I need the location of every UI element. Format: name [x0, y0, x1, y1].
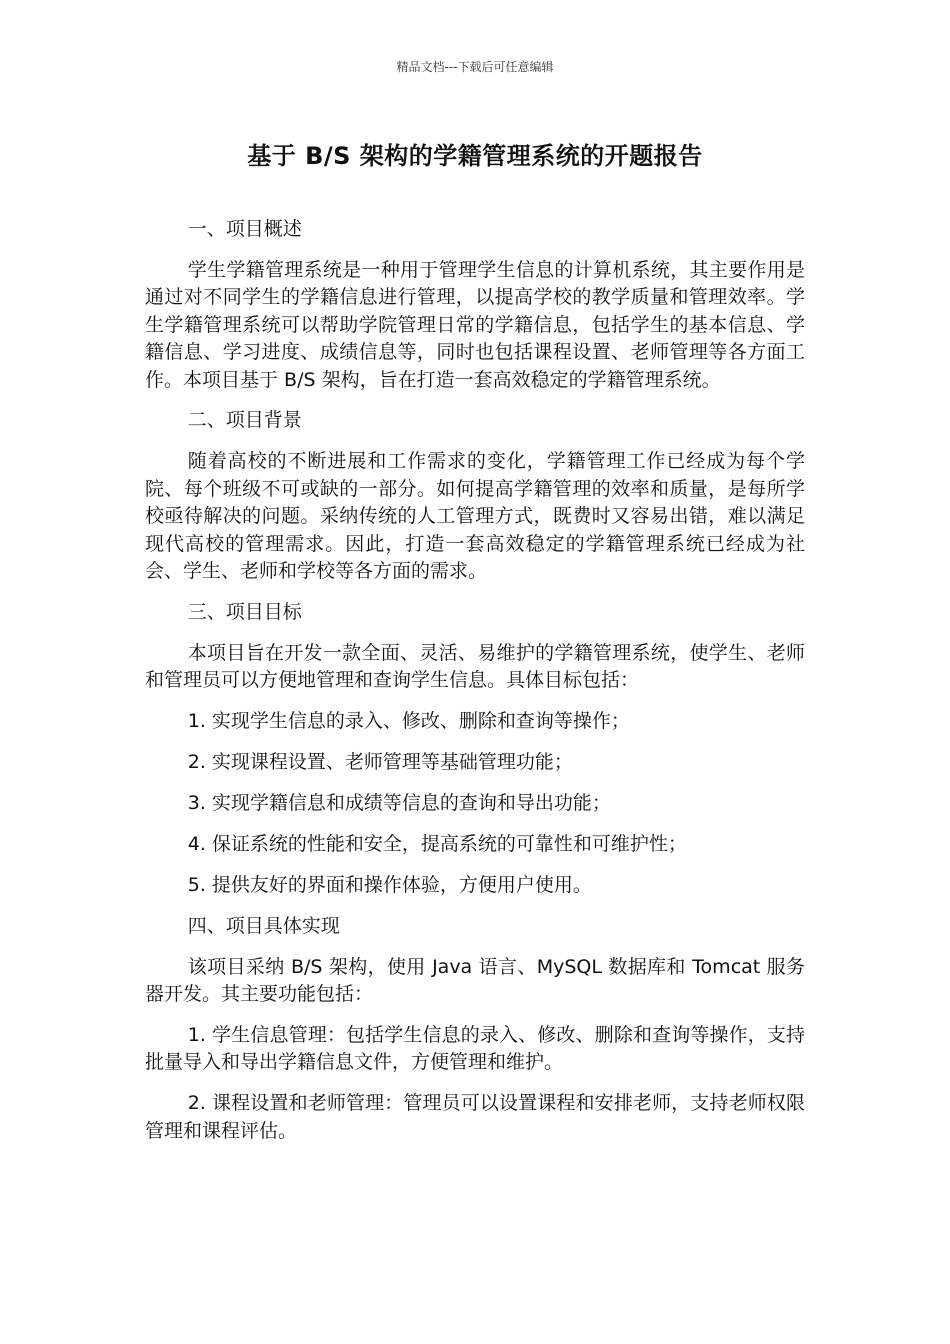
- document-title: 基于 B/S 架构的学籍管理系统的开题报告: [247, 142, 703, 170]
- section-heading-goals: 三、项目目标: [187, 600, 302, 623]
- goal-list-item: 4. 保证系统的性能和安全，提高系统的可靠性和可维护性；: [187, 832, 687, 855]
- goal-list-item: 3. 实现学籍信息和成绩等信息的查询和导出功能；: [187, 791, 611, 814]
- page-header: 精品文档---下载后可任意编辑: [396, 60, 554, 74]
- section-heading-overview: 一、项目概述: [187, 218, 302, 240]
- goal-list-item: 5. 提供友好的界面和操作体验，方便用户使用。: [187, 873, 592, 896]
- implementation-intro-paragraph: 该项目采纳 B/S 架构，使用 Java 语言、MySQL 数据库和 Tomcat 服务器开发。其主要功能包括：: [145, 955, 805, 1005]
- background-paragraph: 随着高校的不断进展和工作需求的变化，学籍管理工作已经成为每个学院、每个班级不可或缺的一部分。如何提高学籍管理的效率和质量，是每所学校亟待解决的问题。采纳传统的人工管理方式，既费时又容易出错，难以满足现代高校的管理需求。因此，打造一套高效稳定的学籍管理系统已经成为社会、学生、老师和学校等各方面的需求。: [145, 450, 805, 582]
- section-heading-implementation: 四、项目具体实现: [187, 914, 340, 937]
- document-body: [145, 216, 805, 1158]
- goals-intro-paragraph: 本项目旨在开发一款全面、灵活、易维护的学籍管理系统，使学生、老师和管理员可以方便地管理和查询学生信息。具体目标包括：: [145, 641, 805, 692]
- goal-list-item: 1. 实现学生信息的录入、修改、删除和查询等操作；: [187, 710, 630, 733]
- feature-list-item: 2. 课程设置和老师管理：管理员可以设置课程和安排老师，支持老师权限管理和课程评估。: [145, 1092, 805, 1142]
- goal-list-item: 2. 实现课程设置、老师管理等基础管理功能；: [187, 751, 573, 773]
- feature-list-item: 1. 学生信息管理：包括学生信息的录入、修改、删除和查询等操作，支持批量导入和导出学籍信息文件，方便管理和维护。: [145, 1023, 805, 1074]
- section-heading-background: 二、项目背景: [187, 409, 302, 432]
- overview-paragraph: 学生学籍管理系统是一种用于管理学生信息的计算机系统，其主要作用是通过对不同学生的学籍信息进行管理，以提高学校的教学质量和管理效率。学生学籍管理系统可以帮助学院管理日常的学籍信息，包括学生的基本信息、学籍信息、学习进度、成绩信息等，同时也包括课程设置、老师管理等各方面工作。本项目基于 B/S 架构，旨在打造一套高效稳定的学籍管理系统。: [145, 258, 805, 391]
